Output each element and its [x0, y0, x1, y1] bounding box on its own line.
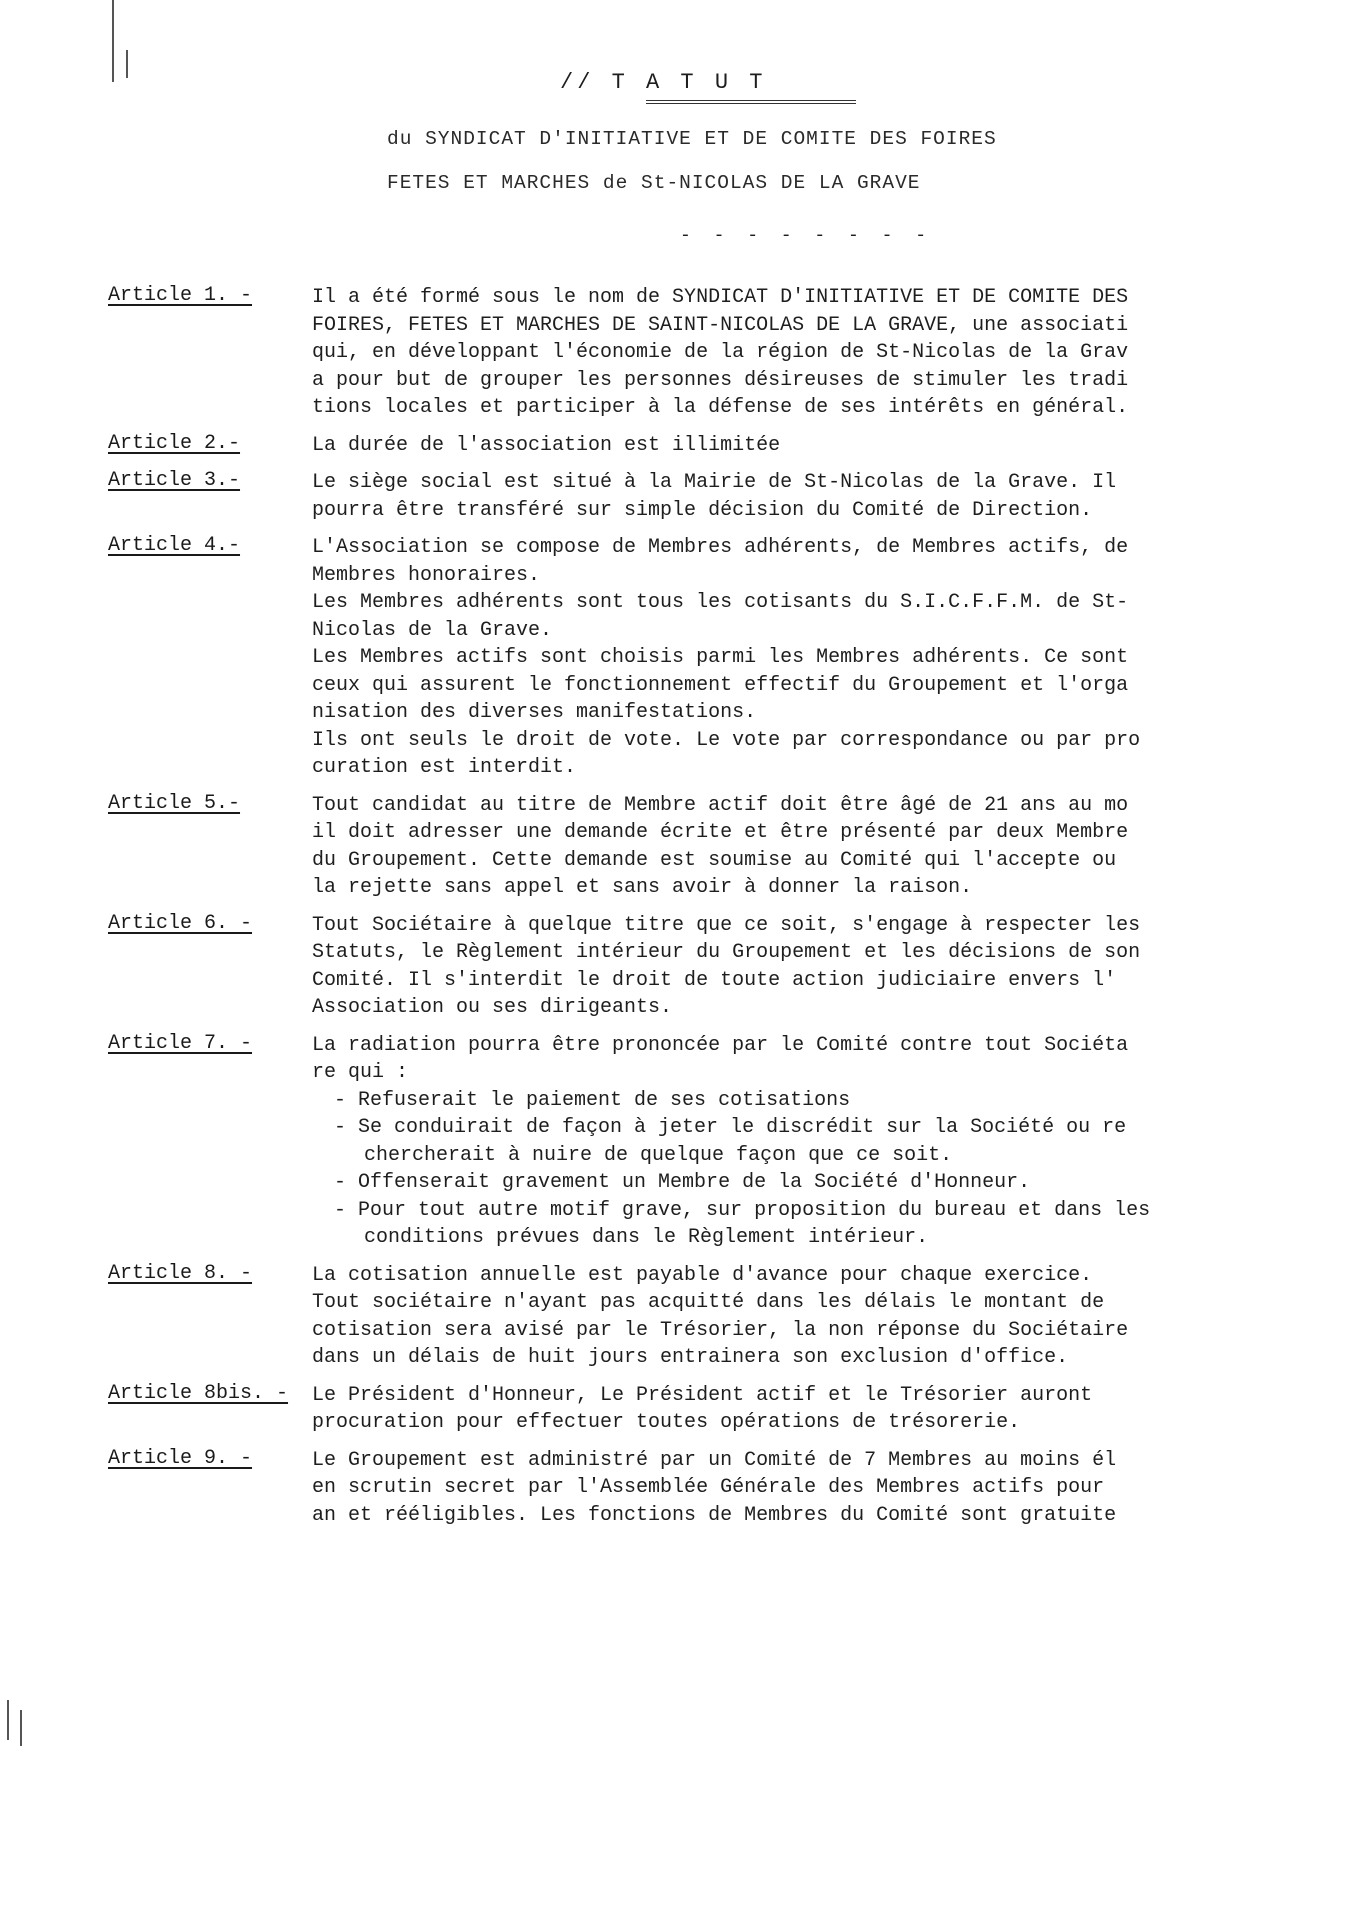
article-7 — [108, 1032, 1359, 1252]
article-label: Article 3.- — [108, 469, 241, 492]
article-label: Article 9. - — [108, 1446, 253, 1470]
article-line: Ils ont seuls le droit de vote. Le vote par correspondance ou par pro — [312, 728, 1141, 752]
subtitle-line-1: du SYNDICAT D'INITIATIVE ET DE COMITE DES FOIRES — [387, 128, 997, 150]
article-line: Il a été formé sous le nom de SYNDICAT D'INITIATIVE ET DE COMITE DES — [312, 286, 1129, 309]
list-item-continuation: conditions prévues dans le Règlement intérieur. — [364, 1226, 929, 1249]
article-body — [312, 469, 1359, 524]
scan-mark — [112, 0, 114, 82]
list-item-continuation: chercherait à nuire de quelque façon que ce soit. — [364, 1143, 953, 1167]
article-5 — [108, 792, 1359, 902]
article-line: Tout Sociétaire à quelque titre que ce soit, s'engage à respecter les — [312, 913, 1141, 937]
article-line: L'Association se compose de Membres adhérents, de Membres actifs, de — [312, 536, 1129, 559]
articles-list — [108, 284, 1359, 1539]
article-label: Article 8bis. - — [108, 1381, 289, 1405]
article-line: Comité. Il s'interdit le droit de toute action judiciaire envers l' — [312, 968, 1117, 992]
article-label: Article 6. - — [108, 911, 253, 935]
separator: - - - - - - - - — [680, 226, 933, 246]
article-line: re qui : — [312, 1061, 409, 1084]
article-line: Le Groupement est administré par un Comité de 7 Membres au moins él — [312, 1448, 1117, 1472]
article-line: Association ou ses dirigeants. — [312, 996, 673, 1019]
article-9 — [108, 1447, 1359, 1530]
article-line: ceux qui assurent le fonctionnement effectif du Groupement et l'orga — [312, 673, 1129, 697]
article-line: la rejette sans appel et sans avoir à donner la raison. — [312, 876, 973, 899]
article-line: cotisation sera avisé par le Trésorier, la non réponse du Sociétaire — [312, 1318, 1129, 1342]
article-6 — [108, 912, 1359, 1022]
article-body — [312, 432, 1359, 460]
article-line: nisation des diverses manifestations. — [312, 701, 757, 724]
article-line: en scrutin secret par l'Assemblée Générale des Membres actifs pour — [312, 1476, 1105, 1499]
article-line: Les Membres actifs sont choisis parmi les Membres adhérents. Ce sont — [312, 646, 1129, 669]
article-body — [312, 284, 1359, 422]
title-underline — [646, 100, 856, 104]
article-line: a pour but de grouper les personnes désireuses de stimuler les tradi — [312, 368, 1129, 392]
article-line: procuration pour effectuer toutes opérations de trésorerie. — [312, 1411, 1021, 1434]
article-line: an et rééligibles. Les fonctions de Membres du Comité sont gratuite — [312, 1503, 1117, 1527]
article-line: Le siège social est situé à la Mairie de St-Nicolas de la Grave. Il — [312, 471, 1117, 494]
article-line: Tout candidat au titre de Membre actif doit être âgé de 21 ans au mo — [312, 793, 1129, 817]
scan-mark — [126, 50, 128, 78]
article-line: tions locales et participer à la défense de ses intérêts en général. — [312, 396, 1129, 419]
scan-mark — [7, 1700, 9, 1740]
document-title: // T A T U T — [560, 70, 767, 95]
article-label: Article 1. - — [108, 284, 253, 307]
article-label: Article 5.- — [108, 791, 241, 815]
article-2 — [108, 432, 1359, 460]
article-label: Article 7. - — [108, 1031, 253, 1055]
article-line: FOIRES, FETES ET MARCHES DE SAINT-NICOLAS DE LA GRAVE, une associati — [312, 313, 1129, 337]
article-line: Les Membres adhérents sont tous les cotisants du S.I.C.F.F.M. de St- — [312, 591, 1129, 614]
article-line: dans un délais de huit jours entrainera son exclusion d'office. — [312, 1346, 1069, 1369]
article-body — [312, 792, 1359, 902]
article-line: Statuts, le Règlement intérieur du Groupement et les décisions de son — [312, 941, 1141, 964]
article-body — [312, 1032, 1359, 1252]
list-item: - Refuserait le paiement de ses cotisations — [334, 1088, 851, 1112]
list-item: - Se conduirait de façon à jeter le discrédit sur la Société ou re — [334, 1116, 1127, 1139]
article-line: Membres honoraires. — [312, 563, 541, 587]
article-8 — [108, 1262, 1359, 1372]
article-line: La durée de l'association est illimitée — [312, 433, 781, 457]
article-body — [312, 1382, 1359, 1437]
article-body — [312, 912, 1359, 1022]
scan-mark — [20, 1710, 22, 1746]
article-line: La cotisation annuelle est payable d'avance pour chaque exercice. — [312, 1263, 1093, 1287]
article-body — [312, 534, 1359, 782]
article-1 — [108, 284, 1359, 422]
list-item: - Pour tout autre motif grave, sur proposition du bureau et dans les — [334, 1198, 1151, 1222]
article-line: La radiation pourra être prononcée par le Comité contre tout Sociéta — [312, 1033, 1129, 1057]
article-line: du Groupement. Cette demande est soumise au Comité qui l'accepte ou — [312, 848, 1117, 872]
article-label: Article 4.- — [108, 534, 241, 557]
article-label: Article 2.- — [108, 431, 241, 455]
article-body — [312, 1262, 1359, 1372]
article-label: Article 8. - — [108, 1261, 253, 1285]
article-line: curation est interdit. — [312, 756, 577, 779]
article-8bis — [108, 1382, 1359, 1437]
article-line: il doit adresser une demande écrite et être présenté par deux Membre — [312, 821, 1129, 844]
article-line: pourra être transféré sur simple décision du Comité de Direction. — [312, 498, 1093, 522]
article-line: Nicolas de la Grave. — [312, 618, 553, 642]
subtitle-line-2: FETES ET MARCHES de St-NICOLAS DE LA GRAVE — [387, 172, 921, 194]
list-item: - Offenserait gravement un Membre de la Société d'Honneur. — [334, 1171, 1031, 1194]
article-4 — [108, 534, 1359, 782]
article-3 — [108, 469, 1359, 524]
article-line: Tout sociétaire n'ayant pas acquitté dans les délais le montant de — [312, 1291, 1105, 1314]
article-line: Le Président d'Honneur, Le Président actif et le Trésorier auront — [312, 1383, 1093, 1407]
article-line: qui, en développant l'économie de la région de St-Nicolas de la Grav — [312, 341, 1129, 364]
article-body — [312, 1447, 1359, 1530]
